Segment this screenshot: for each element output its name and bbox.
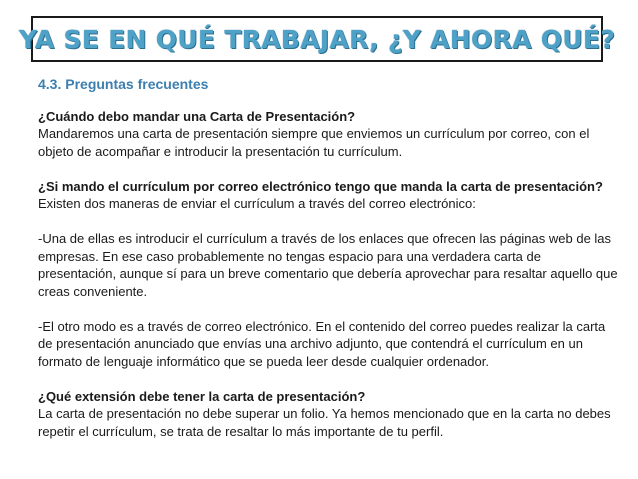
faq-paragraph-text: -El otro modo es a través de correo electrónico. En el contenido del correo puedes realizar la carta de presentación anunciado que envías una archivo adjunto, que contendrá el currículum en un formato de lenguaje informático que se pueda leer desde cualquier ordenador. bbox=[38, 318, 606, 369]
faq-answer: Mandaremos una carta de presentación siempre que enviemos un currículum por correo, con el objeto de acompañar e introducir la presentación tu currículum. bbox=[38, 126, 590, 159]
faq-question: ¿Qué extensión debe tener la carta de presentación? bbox=[38, 388, 366, 404]
faq-item bbox=[38, 178, 618, 213]
faq-question: ¿Cuándo debo mandar una Carta de Presentación? bbox=[38, 108, 356, 124]
faq-item bbox=[38, 108, 618, 161]
faq-paragraph-text: -Una de ellas es introducir el currículum a través de los enlaces que ofrecen las páginas web de las empresas. En ese caso probablemente no tengas espacio para una verdadera carta de presentación, aunque sí para un breve comentario que debería aprovechar para resaltar aquello que creas conveniente. bbox=[38, 231, 618, 299]
faq-paragraph bbox=[38, 318, 618, 371]
slide-title: YA SE EN QUÉ TRABAJAR, ¿Y AHORA QUÉ? bbox=[18, 24, 616, 54]
faq-answer: La carta de presentación no debe superar un folio. Ya hemos mencionado que en la carta no debes repetir el currículum, se trata de resaltar lo más importante de tu perfil. bbox=[38, 406, 611, 439]
faq-item bbox=[38, 388, 618, 441]
faq-content bbox=[38, 76, 618, 458]
title-banner bbox=[18, 16, 616, 62]
faq-question: ¿Si mando el currículum por correo electrónico tengo que manda la carta de presentación? bbox=[38, 178, 603, 194]
section-heading: 4.3. Preguntas frecuentes bbox=[38, 76, 209, 92]
faq-answer: Existen dos maneras de enviar el currículum a través del correo electrónico: bbox=[38, 196, 476, 211]
faq-paragraph bbox=[38, 230, 618, 300]
